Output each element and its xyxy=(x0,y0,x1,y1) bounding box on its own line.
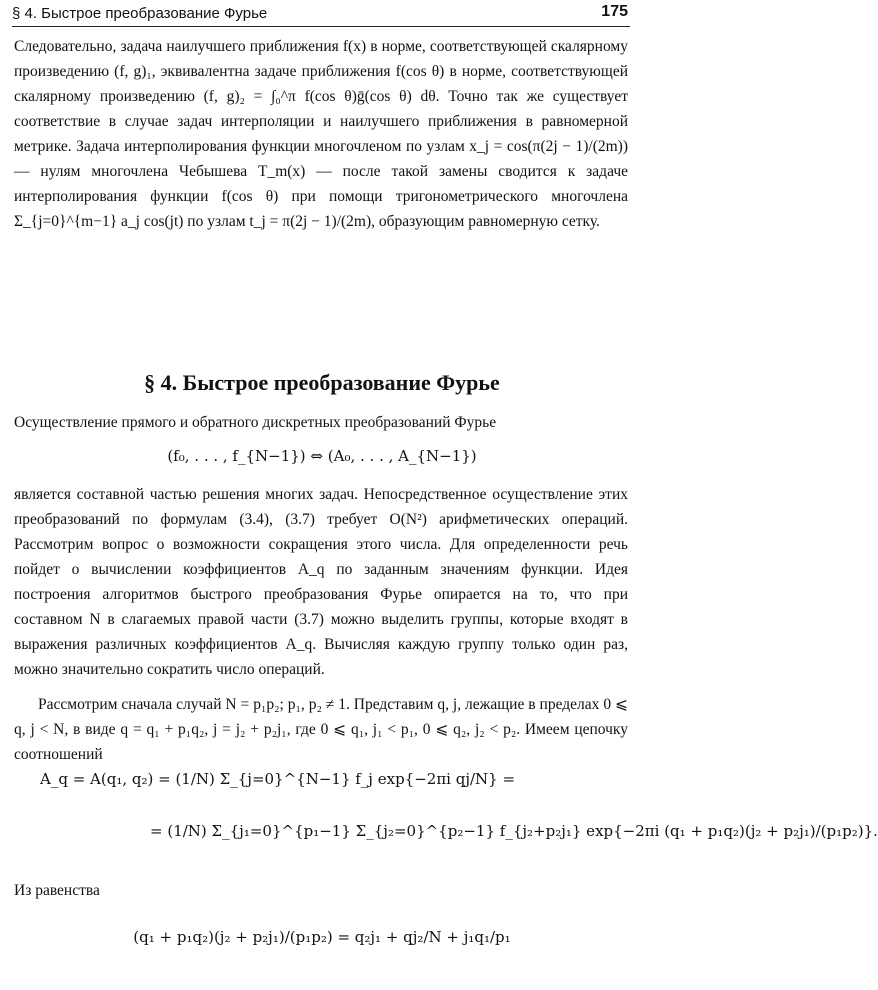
paragraph-1: Следовательно, задача наилучшего приближения f(x) в норме, соответствующей скалярному произведению (f, g)₁, эквивалентна задаче приближения f(cos θ) в норме, соответствующей скалярному произведению (f, g)₂ = ∫₀^π f(cos θ)ḡ(cos θ) dθ. Точно так же существует соответствие в случае задач интерполяции и наилучшего приближения в равномерной метрике. Задача интерполирования функции многочленом по узлам x_j = cos(π(2j − 1)/(2m)) — нулям многочлена Чебышева T_m(x) — после такой замены сводится к задаче интерполирования функции f(cos θ) при помощи тригонометрического многочлена Σ_{j=0}^{m−1} a_j cos(jt) по узлам t_j = π(2j − 1)/(2m), образующим равномерную сетку. xyxy=(14,38,628,230)
section-title: § 4. Быстрое преобразование Фурье xyxy=(144,370,500,395)
paragraph-4: Рассмотрим сначала случай N = p₁p₂; p₁, p₂ ≠ 1. Представим q, j, лежащие в пределах 0 ⩽ q, j < N, в виде q = q₁ + p₁q₂, j = j₂ + p₂j₁, где 0 ⩽ q₁, j₁ < p₁, 0 ⩽ q₂, j₂ < p₂. Имеем цепочку соотношений xyxy=(14,696,628,763)
equation-1-line-2: = (1/N) Σ_{j₁=0}^{p₁−1} Σ_{j₂=0}^{p₂−1} f_{j₂+p₂j₁} exp{−2πi (q₁ + p₁q₂)(j₂ + p₂j₁)/(p₁p₂)}. xyxy=(150,822,878,840)
running-title: § 4. Быстрое преобразование Фурье xyxy=(12,5,268,22)
display-formula-dft-pair: (f₀, . . . , f_{N−1}) ⇔ (A₀, . . . , A_{N−1}) xyxy=(167,447,477,465)
page-number: 175 xyxy=(601,3,628,20)
paragraph-2: Осуществление прямого и обратного дискретных преобразований Фурье xyxy=(14,414,497,431)
paragraph-3: является составной частью решения многих задач. Непосредственное осуществление этих преобразований по формулам (3.4), (3.7) требует O(N²) арифметических операций. Рассмотрим вопрос о возможности сокращения этого числа. Для определенности речь пойдет о вычислении коэффициентов A_q по заданным значениям функции. Идея построения алгоритмов быстрого преобразования Фурье опирается на то, что при составном N в слагаемых правой части (3.7) можно выделить группы, которые входят в выражения различных коэффициентов A_q. Вычисляя каждую группу только один раз, можно значительно сократить число операций. xyxy=(14,486,628,678)
running-head xyxy=(12,2,630,27)
equation-2: (q₁ + p₁q₂)(j₂ + p₂j₁)/(p₁p₂) = q₂j₁ + qj₂/N + j₁q₁/p₁ xyxy=(133,928,511,946)
paragraph-5: Из равенства xyxy=(14,882,100,899)
equation-1-line-1: A_q = A(q₁, q₂) = (1/N) Σ_{j=0}^{N−1} f_j exp{−2πi qj/N} = xyxy=(40,770,516,788)
